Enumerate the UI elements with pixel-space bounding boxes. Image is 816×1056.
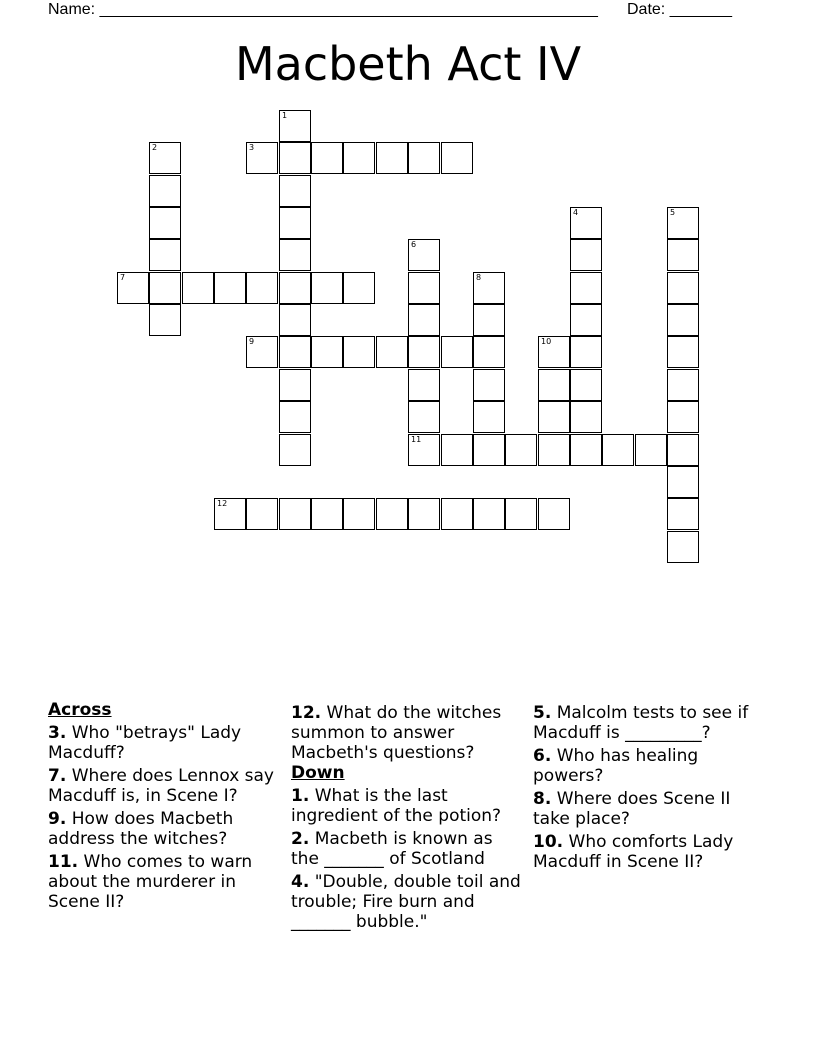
grid-cell[interactable] <box>667 239 699 271</box>
grid-cell[interactable] <box>473 369 505 401</box>
clue-section-heading: Down <box>291 763 345 783</box>
clue-item <box>48 852 280 912</box>
grid-cell[interactable] <box>538 369 570 401</box>
grid-cell[interactable] <box>408 272 440 304</box>
grid-cell[interactable] <box>182 272 214 304</box>
clue-text: Where does Scene II take place? <box>533 789 731 829</box>
clue-number: 8. <box>533 789 552 809</box>
grid-cell[interactable] <box>473 434 505 466</box>
grid-cell[interactable] <box>473 304 505 336</box>
grid-cell[interactable] <box>538 401 570 433</box>
grid-cell[interactable] <box>246 336 278 368</box>
grid-cell[interactable] <box>149 272 181 304</box>
grid-cell[interactable] <box>538 434 570 466</box>
grid-cell[interactable] <box>667 434 699 466</box>
grid-cell[interactable] <box>279 239 311 271</box>
grid-cell[interactable] <box>279 336 311 368</box>
grid-cell[interactable] <box>343 336 375 368</box>
clue-number: 2. <box>291 829 310 849</box>
clue-item <box>291 829 523 869</box>
clue-section-heading: Across <box>48 700 112 720</box>
grid-cell[interactable] <box>343 498 375 530</box>
grid-cell[interactable] <box>570 434 602 466</box>
clue-text: Who comes to warn about the murderer in Scene II? <box>48 852 253 912</box>
clue-number-label: 5 <box>670 208 676 217</box>
clue-column-1 <box>48 700 280 912</box>
clue-number: 4. <box>291 872 310 892</box>
clue-number-label: 4 <box>573 208 579 217</box>
name-field[interactable]: Name: ________________________________________________________ <box>48 1 598 18</box>
grid-cell[interactable] <box>570 369 602 401</box>
clue-item <box>48 723 280 763</box>
grid-cell[interactable] <box>376 498 408 530</box>
grid-cell[interactable] <box>408 304 440 336</box>
grid-cell[interactable] <box>214 498 246 530</box>
clue-text: Who comforts Lady Macduff in Scene II? <box>533 832 734 872</box>
grid-cell[interactable] <box>667 336 699 368</box>
grid-cell[interactable] <box>376 142 408 174</box>
page-title: Macbeth Act IV <box>234 37 582 91</box>
clue-number: 5. <box>533 703 552 723</box>
grid-cell[interactable] <box>570 272 602 304</box>
grid-cell[interactable] <box>311 142 343 174</box>
grid-cell[interactable] <box>311 272 343 304</box>
grid-cell[interactable] <box>246 498 278 530</box>
clue-text: How does Macbeth address the witches? <box>48 809 234 849</box>
clue-item <box>533 832 765 872</box>
clue-item <box>291 786 523 826</box>
grid-cell[interactable] <box>570 336 602 368</box>
grid-cell[interactable] <box>408 336 440 368</box>
grid-cell[interactable] <box>505 434 537 466</box>
grid-cell[interactable] <box>667 304 699 336</box>
grid-cell[interactable] <box>602 434 634 466</box>
grid-cell[interactable] <box>667 272 699 304</box>
clue-number: 1. <box>291 786 310 806</box>
clue-item <box>533 789 765 829</box>
clue-text: Who "betrays" Lady Macduff? <box>48 723 242 763</box>
grid-cell[interactable] <box>441 498 473 530</box>
clue-number-label: 11 <box>411 435 422 444</box>
grid-cell[interactable] <box>149 142 181 174</box>
clue-item <box>291 703 523 763</box>
clue-number-label: 2 <box>152 143 158 152</box>
clue-number: 9. <box>48 809 67 829</box>
grid-cell[interactable] <box>279 142 311 174</box>
clue-number-label: 7 <box>120 273 126 282</box>
clue-text: Who has healing powers? <box>533 746 699 786</box>
grid-cell[interactable] <box>279 401 311 433</box>
grid-cell[interactable] <box>538 498 570 530</box>
grid-cell[interactable] <box>376 336 408 368</box>
clue-text: What do the witches summon to answer Macbeth's questions? <box>291 703 502 763</box>
date-field[interactable]: Date: _______ <box>627 1 732 18</box>
grid-cell[interactable] <box>570 304 602 336</box>
grid-cell[interactable] <box>279 207 311 239</box>
clue-item <box>291 872 523 932</box>
grid-cell[interactable] <box>279 369 311 401</box>
grid-cell[interactable] <box>441 434 473 466</box>
grid-cell[interactable] <box>667 466 699 498</box>
grid-cell[interactable] <box>149 175 181 207</box>
grid-cell[interactable] <box>408 142 440 174</box>
grid-cell[interactable] <box>279 272 311 304</box>
clue-text: Macbeth is known as the _______ of Scotland <box>291 829 493 869</box>
grid-cell[interactable] <box>667 369 699 401</box>
clue-number: 11. <box>48 852 79 872</box>
grid-cell[interactable] <box>279 434 311 466</box>
grid-cell[interactable] <box>279 498 311 530</box>
clue-text: Where does Lennox say Macduff is, in Scene I? <box>48 766 274 806</box>
grid-cell[interactable] <box>473 336 505 368</box>
clue-text: "Double, double toil and trouble; Fire burn and _______ bubble." <box>291 872 521 932</box>
grid-cell[interactable] <box>246 272 278 304</box>
grid-cell[interactable] <box>635 434 667 466</box>
grid-cell[interactable] <box>570 401 602 433</box>
grid-cell[interactable] <box>473 272 505 304</box>
clue-number-label: 10 <box>541 337 552 346</box>
grid-cell[interactable] <box>667 498 699 530</box>
grid-cell[interactable] <box>246 142 278 174</box>
clue-item <box>48 809 280 849</box>
grid-cell[interactable] <box>667 531 699 563</box>
grid-cell[interactable] <box>570 207 602 239</box>
grid-cell[interactable] <box>343 272 375 304</box>
grid-cell[interactable] <box>408 498 440 530</box>
grid-cell[interactable] <box>279 110 311 142</box>
grid-cell[interactable] <box>505 498 537 530</box>
clue-text: Malcolm tests to see if Macduff is _________? <box>533 703 749 743</box>
grid-cell[interactable] <box>311 336 343 368</box>
grid-cell[interactable] <box>149 304 181 336</box>
grid-cell[interactable] <box>279 304 311 336</box>
grid-cell[interactable] <box>279 175 311 207</box>
grid-cell[interactable] <box>408 239 440 271</box>
clue-number-label: 12 <box>217 499 228 508</box>
grid-cell[interactable] <box>117 272 149 304</box>
grid-cell[interactable] <box>214 272 246 304</box>
grid-cell[interactable] <box>408 434 440 466</box>
clue-column-3 <box>533 700 765 872</box>
grid-cell[interactable] <box>408 369 440 401</box>
grid-cell[interactable] <box>667 207 699 239</box>
clue-number-label: 1 <box>282 111 288 120</box>
grid-cell[interactable] <box>311 498 343 530</box>
grid-cell[interactable] <box>441 336 473 368</box>
clue-number-label: 6 <box>411 240 417 249</box>
clue-text: What is the last ingredient of the potion? <box>291 786 502 826</box>
grid-cell[interactable] <box>149 207 181 239</box>
clue-number-label: 8 <box>476 273 482 282</box>
grid-cell[interactable] <box>441 142 473 174</box>
grid-cell[interactable] <box>667 401 699 433</box>
grid-cell[interactable] <box>570 239 602 271</box>
grid-cell[interactable] <box>538 336 570 368</box>
clue-number: 6. <box>533 746 552 766</box>
grid-cell[interactable] <box>149 239 181 271</box>
clue-column-2 <box>291 700 523 932</box>
clue-item <box>533 746 765 786</box>
clue-number: 7. <box>48 766 67 786</box>
clue-number: 10. <box>533 832 564 852</box>
clue-item <box>533 703 765 743</box>
clue-number: 3. <box>48 723 67 743</box>
clue-number: 12. <box>291 703 322 723</box>
clue-item <box>48 766 280 806</box>
grid-cell[interactable] <box>408 401 440 433</box>
grid-cell[interactable] <box>473 401 505 433</box>
grid-cell[interactable] <box>473 498 505 530</box>
clue-number-label: 9 <box>249 337 255 346</box>
clue-number-label: 3 <box>249 143 255 152</box>
grid-cell[interactable] <box>343 142 375 174</box>
